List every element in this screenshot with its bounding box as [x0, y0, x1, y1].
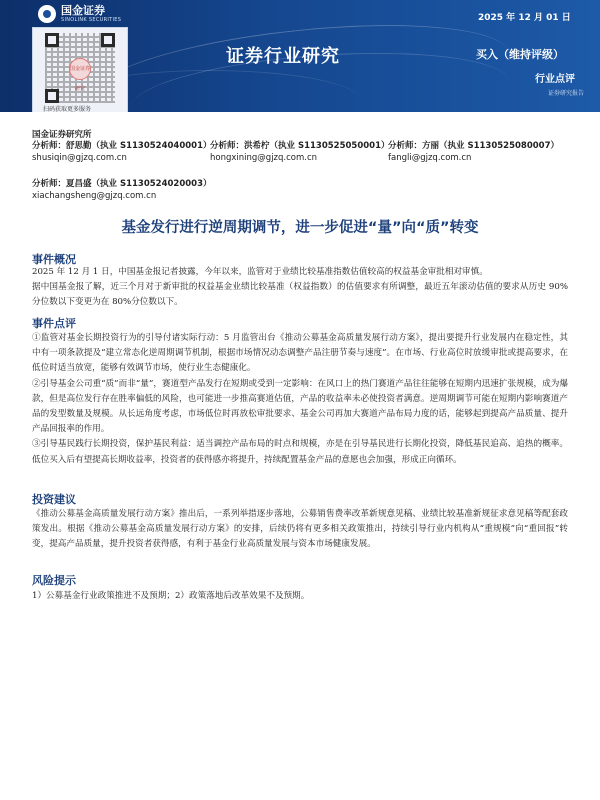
report-title: 基金发行进行逆周期调节，进一步促进“量”向“质”转变 [121, 220, 479, 236]
report-category: 证券研究报告 [548, 90, 585, 97]
qr-finder [45, 89, 59, 103]
event-comment-body [32, 331, 568, 468]
analyst-label: 分析师： [210, 141, 245, 151]
analyst-label: 分析师： [388, 141, 423, 151]
qr-finder [101, 33, 115, 47]
analyst-name: 夏昌盛（执业 S1130524020003） [66, 179, 212, 189]
report-type: 证券行业研究 [226, 46, 340, 67]
section-heading-risk: 风险提示 [32, 574, 76, 587]
risk-body [32, 589, 568, 604]
analyst-name: 洪希柠（执业 S1130525050001） [244, 141, 390, 151]
analyst-label: 分析师： [32, 179, 67, 189]
analyst-email[interactable]: shusiqin@gjzq.com.cn [32, 153, 127, 163]
analyst-name: 舒思勤（执业 S1130524040001） [66, 141, 212, 151]
analyst-email[interactable]: hongxining@gjzq.com.cn [210, 153, 318, 163]
analyst-email[interactable]: xiachangsheng@gjzq.com.cn [32, 191, 157, 201]
analyst-entry [210, 140, 389, 164]
rating-label: 买入（维持评级） [476, 48, 564, 61]
section-heading-event-comment: 事件点评 [32, 317, 76, 330]
qr-code[interactable] [32, 27, 128, 112]
analyst-entry [32, 178, 211, 202]
logo-icon [38, 5, 56, 23]
paragraph: ①监管对基金长期投资行为的引导付诸实际行动：5 月监管出台《推动公募基金高质量发展行动方案》，提出要提升行业发展内在稳定性，其中有一项条款提及“建立常态化逆周期调节机制，根据市场情况动态调整产品注册节奏与速度”。在市场、行业高位时放缓审批或提高要求，在低位时适当放宽，能够有效调节市场，使行业生态健康化。 [32, 333, 568, 374]
logo-english-name: SINOLINK SECURITIES [61, 17, 122, 23]
section-heading-investment: 投资建议 [32, 493, 76, 506]
paragraph: 据中国基金报了解，近三个月对于新审批的权益基金业绩比较基准（权益指数）的估值要求有所调整，最近五年滚动估值的要求从历史 90%分位数以下变更为在 80%分位数以下。 [32, 282, 568, 308]
logo-name: 国金证券 [61, 4, 105, 17]
paragraph: ③引导基民践行长期投资，保护基民利益：适当调控产品布局的时点和规模，亦是在引导基民进行长期化投资，降低基民追高、追热的概率。低位买入后有望提高长期收益率，投资者的获得感亦将提升，持续配置基金产品的意愿也会加强，形成正向循环。 [32, 439, 568, 465]
analyst-entry [32, 140, 211, 164]
analyst-entry [388, 140, 559, 164]
section-heading-event-overview: 事件概况 [32, 253, 76, 266]
qr-center-badge: 国金证券研究 [69, 58, 91, 80]
investment-body [32, 507, 568, 553]
research-institute: 国金证券研究所 [32, 130, 92, 140]
event-overview-body [32, 265, 568, 311]
header-banner [0, 0, 600, 112]
paragraph: 2025 年 12 月 1 日，中国基金报记者披露，今年以来，监管对于业绩比较基准指数估值较高的权益基金审批相对审慎。 [32, 267, 488, 277]
qr-caption: 扫码获取更多服务 [43, 106, 92, 112]
paragraph: 《推动公募基金高质量发展行动方案》推出后，一系列举措逐步落地，公募销售费率改革新规意见稿、业绩比较基准新规征求意见稿等配套政策发出。根据《推动公募基金高质量发展行动方案》的安排，后续仍将有更多相关政策推出，持续引导行业内机构从“重规模”向“重回报”转变，提高产品质量，提升投资者获得感，有利于基金行业高质量发展与资本市场健康发展。 [32, 509, 568, 550]
paragraph: 1）公募基金行业政策推进不及预期；2）政策落地后改革效果不及预期。 [32, 591, 310, 601]
paragraph: ②引导基金公司重“质”而非“量”，赛道型产品发行在短期或受到一定影响：在风口上的热门赛道产品往往能够在短期内迅速扩张规模，成为爆款，但是高位发行存在胜率偏低的风险，也可能进一步推高赛道估值，产品的收益率未必使投资者满意。逆周期调节可能在短期内影响赛道产品的发型数量及规模。从长远角度考虑，市场低位时再放松审批要求、基金公司再加大赛道产品布局力度的话，能够起到提高产品质量、提升产品回报率的作用。 [32, 378, 568, 435]
analyst-name: 方丽（执业 S1130525080007） [422, 141, 559, 151]
company-logo [38, 5, 121, 23]
report-subtype: 行业点评 [535, 74, 575, 85]
analyst-label: 分析师： [32, 141, 67, 151]
qr-finder [45, 33, 59, 47]
analyst-email[interactable]: fangli@gjzq.com.cn [388, 153, 472, 163]
report-date: 2025 年 12 月 01 日 [478, 13, 571, 23]
